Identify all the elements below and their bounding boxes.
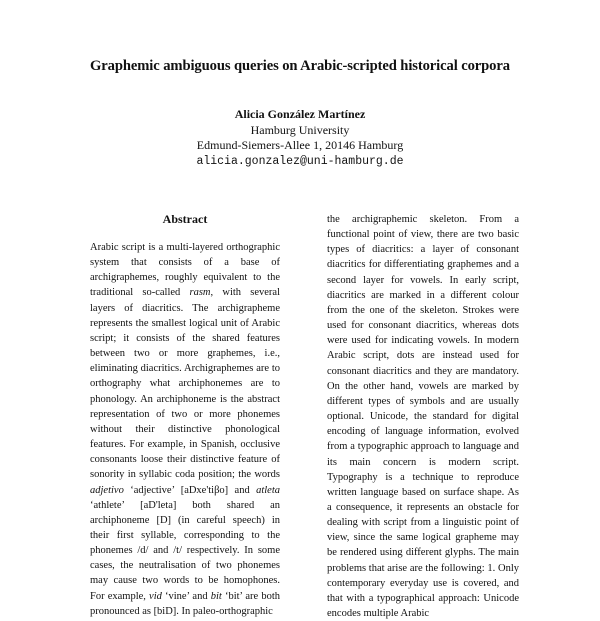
author-email[interactable]: alicia.gonzalez@uni-hamburg.de <box>196 154 404 168</box>
right-column-paragraph: the archigraphemic skeleton. From a functional point of view, there are two basic types of diacritics: a layer of consonant diacritics for differentiating graphemes and a second layer for vowels. In early script, diacritics are marked in a different colour from the one of the skeleton. Strokes were used for consonant diacritics, whereas dots were used for indicating vowels. In modern Arabic script, dots are instead used for consonant diacritics and they are mandatory. On the other hand, vowels are marked by different types of symbols and are usually optional. Unicode, the standard for digital encoding of language information, evolved from a typographic approach to language and its main concern is modern script. Typography is a technique to reproduce written language based on surface shape. As a consequence, it represents an obstacle for dealing with script from a linguistic point of view, since the same logical grapheme may be rendered using different glyphs. The main problems that arise are the following: 1. Only contemporary everyday use is covered, and that with a typographical approach: Unicode encodes multiple Arabic <box>327 214 519 620</box>
abstract-term-vid: vid <box>149 590 162 602</box>
abstract-heading: Abstract <box>162 212 208 226</box>
author-address: Edmund-Siemers-Allee 1, 20146 Hamburg <box>196 138 404 152</box>
abstract-text-3: ‘adjective’ [aDxe'tiβo] and <box>123 484 257 496</box>
abstract-term-rasm: rasm <box>189 287 211 299</box>
abstract-text-1: Arabic script is a multi-layered orthographic system that consists of a base of archigraphemes, roughly equivalent to the traditional so-called <box>90 242 280 299</box>
right-column-body <box>327 212 519 621</box>
abstract-term-adjetivo: adjetivo <box>90 484 124 496</box>
abstract-text-5: ‘vine’ and <box>161 590 211 602</box>
abstract-body <box>90 240 280 619</box>
abstract-text-2: , with several layers of diacritics. The archigrapheme represents the smallest logical unit of Arabic script; it consists of the shared features between two or more graphemes, i.e., eliminating diacritics. Archigraphemes are to orthography what archiphonemes are to phonology. An archiphoneme is the abstract representation of two or more phonemes without their distinctive phonological features. For example, in Spanish, occlusive consonants loose their distinctive feature of sonority in syllabic coda position; the words <box>90 287 280 481</box>
author-affiliation: Hamburg University <box>250 122 350 137</box>
abstract-text-4: ‘athlete’ [aD'leta] both shared an archiphoneme [D] (in careful speech) in their first syllable, corresponding to the phonemes /d/ and /t/ respectively. In some cases, the neutralisation of two phonemes may cause two words to be homophones. For example, <box>90 499 280 602</box>
abstract-paragraph <box>90 240 280 619</box>
author-block <box>0 107 600 169</box>
author-name: Alicia González Martínez <box>234 107 366 121</box>
abstract-text-6: ‘bit’ are both pronounced as [biD]. In paleo-orthographic <box>90 590 281 617</box>
paper-title: Graphemic ambiguous queries on Arabic-scripted historical corpora <box>90 58 510 74</box>
abstract-term-atleta: atleta <box>256 484 280 496</box>
abstract-term-bit: bit <box>210 590 222 602</box>
